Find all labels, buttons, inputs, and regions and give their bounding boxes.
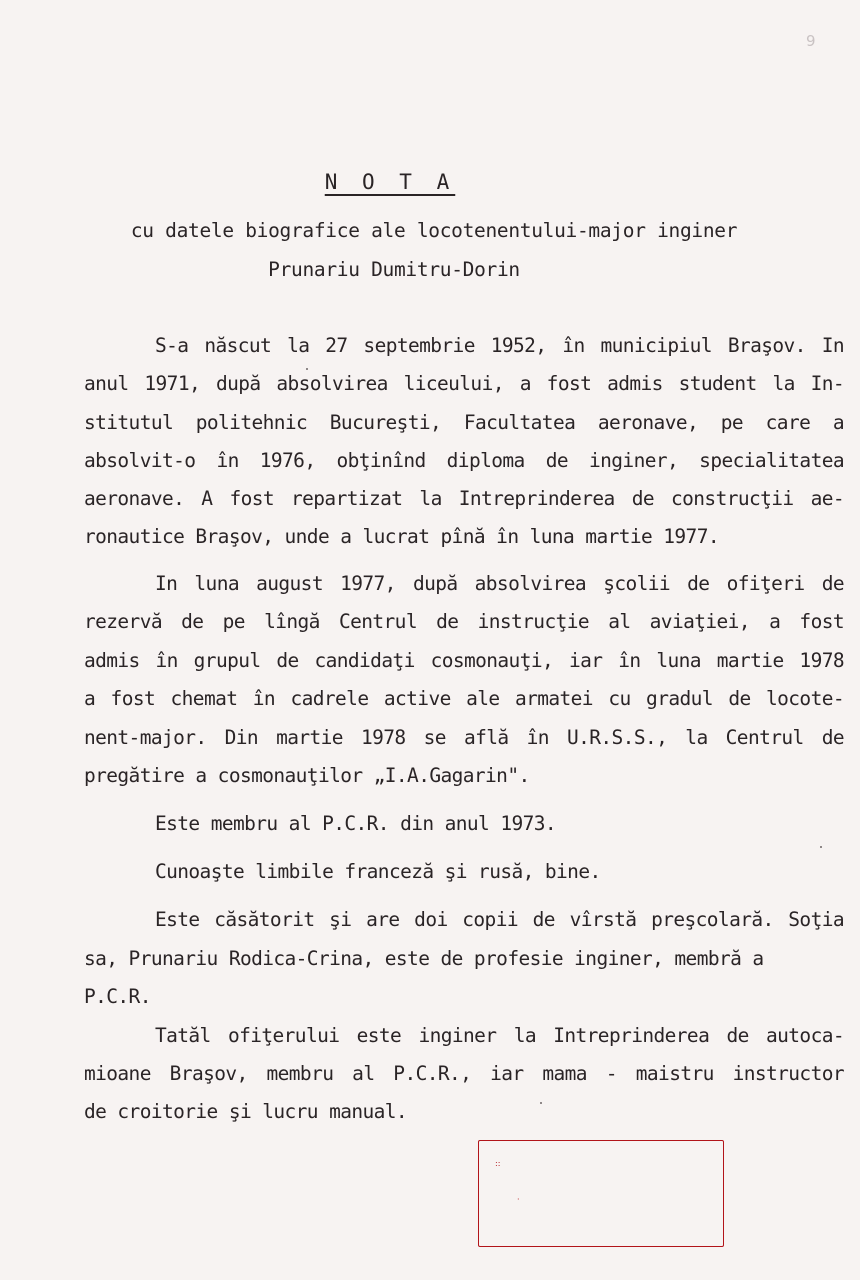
body-line: In luna august 1977, după absolvirea şcolii de ofiţeri de xyxy=(155,572,844,595)
body-line: Este căsătorit şi are doi copii de vîrstă preşcolară. Soţia xyxy=(155,908,844,931)
body-line: absolvit-o în 1976, obţinînd diploma de inginer, specialitatea xyxy=(84,449,844,472)
body-line: de croitorie şi lucru manual. xyxy=(84,1100,408,1123)
body-line: Cunoaşte limbile franceză şi rusă, bine. xyxy=(155,860,601,883)
body-line: a fost chemat în cadrele active ale armatei cu gradul de locote- xyxy=(84,687,844,710)
body-line: sa, Prunariu Rodica-Crina, este de profesie inginer, membră a xyxy=(84,947,764,970)
body-line: S-a născut la 27 septembrie 1952, în municipiul Braşov. In xyxy=(155,334,844,357)
stamp-box xyxy=(478,1140,724,1247)
body-line: ronautice Braşov, unde a lucrat pînă în luna martie 1977. xyxy=(84,525,719,548)
page-number: 9 xyxy=(806,32,816,50)
body-line: pregătire a cosmonauţilor „I.A.Gagarin". xyxy=(84,764,530,787)
scan-speck xyxy=(820,846,822,848)
body-line: P.C.R. xyxy=(84,985,151,1008)
body-line: aeronave. A fost repartizat la Intreprinderea de construcţii ae- xyxy=(84,487,844,510)
body-line: anul 1971, după absolvirea liceului, a fost admis student la In- xyxy=(84,372,844,395)
scan-speck xyxy=(306,368,308,370)
subtitle-line-1: cu datele biografice ale locotenentului-major inginer xyxy=(130,219,738,242)
body-line: stitutul politehnic Bucureşti, Facultatea aeronave, pe care a xyxy=(84,411,844,434)
document-title: N O T A xyxy=(324,170,456,194)
body-line: rezervă de pe lîngă Centrul de instrucţie al aviaţiei, a fost xyxy=(84,610,844,633)
subtitle-line-2: Prunariu Dumitru-Dorin xyxy=(268,258,520,281)
body-line: Este membru al P.C.R. din anul 1973. xyxy=(155,812,557,835)
stamp-mark: :: xyxy=(495,1159,501,1168)
body-line: nent-major. Din martie 1978 se află în U.R.S.S., la Centrul de xyxy=(84,726,844,749)
stamp-mark: · xyxy=(517,1195,520,1204)
body-line: mioane Braşov, membru al P.C.R., iar mama - maistru instructor xyxy=(84,1062,844,1085)
scan-speck xyxy=(540,1102,542,1104)
body-line: admis în grupul de candidaţi cosmonauţi, iar în luna martie 1978 xyxy=(84,649,844,672)
body-line: Tatăl ofiţerului este inginer la Intreprinderea de autoca- xyxy=(155,1024,844,1047)
